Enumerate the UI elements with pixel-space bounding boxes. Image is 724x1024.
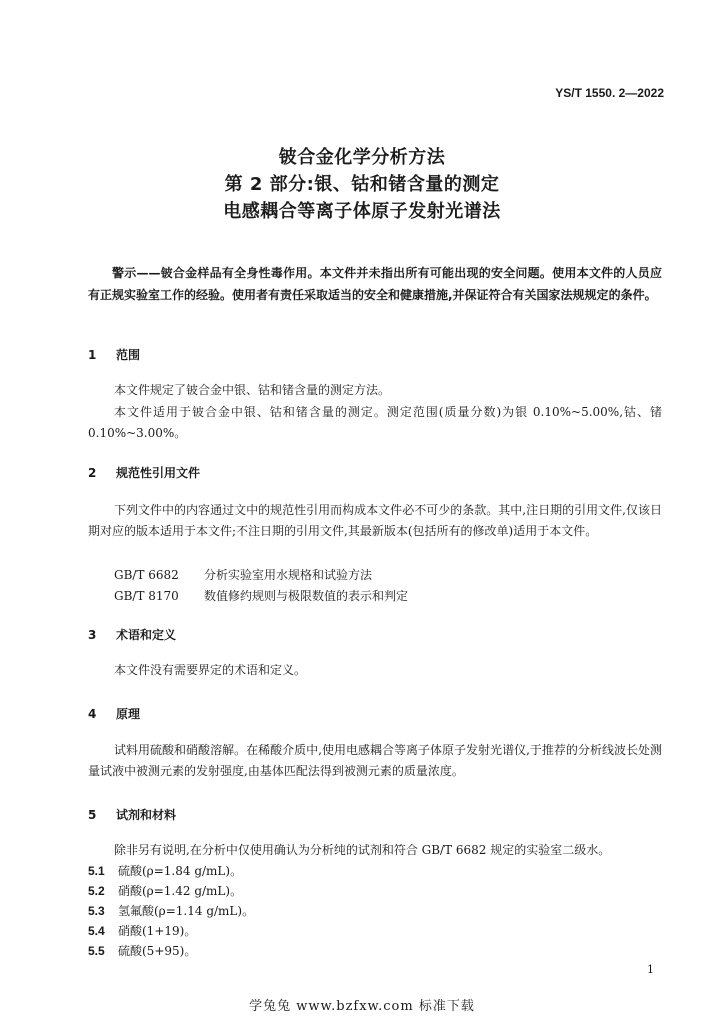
standard-number: YS/T 1550. 2—2022 xyxy=(555,86,664,100)
title-line-2: 第 2 部分:银、钴和锗含量的测定 xyxy=(224,174,500,195)
section-3-heading xyxy=(88,626,176,643)
list-item xyxy=(88,942,196,959)
section-1-paragraph-2: 本文件适用于铍合金中银、钴和锗含量的测定。测定范围(质量分数)为银 0.10%~5.00%,钴、锗 0.10%~3.00%。 xyxy=(88,405,662,440)
section-number: 4 xyxy=(88,707,97,721)
item-text: 硝酸(1+19)。 xyxy=(118,924,197,938)
section-3-paragraph-1: 本文件没有需要界定的术语和定义。 xyxy=(114,663,307,677)
item-number: 5.5 xyxy=(88,944,105,958)
section-title: 规范性引用文件 xyxy=(116,466,201,480)
list-item xyxy=(88,862,242,879)
section-4-heading xyxy=(88,705,140,722)
section-5-paragraph-1: 除非另有说明,在分析中仅使用确认为分析纯的试剂和符合 GB/T 6682 规定的实验室二级水。 xyxy=(114,843,611,857)
item-text: 硫酸(ρ=1.84 g/mL)。 xyxy=(118,864,243,878)
section-number: 5 xyxy=(88,808,97,822)
section-title: 试剂和材料 xyxy=(116,808,177,822)
section-title: 原理 xyxy=(116,707,141,721)
title-line-3: 电感耦合等离子体原子发射光谱法 xyxy=(223,201,501,222)
reference-item xyxy=(114,566,372,583)
reference-item xyxy=(114,587,408,604)
reference-title: 数值修约规则与极限数值的表示和判定 xyxy=(204,589,409,603)
reference-code: GB/T 6682 xyxy=(114,568,179,582)
section-title: 范围 xyxy=(116,348,141,362)
document-title xyxy=(0,144,724,225)
section-2-heading xyxy=(88,464,200,481)
section-number: 2 xyxy=(88,466,97,480)
list-item xyxy=(88,922,196,939)
footer-watermark[interactable]: 学兔兔 www.bzfxw.com 标准下载 xyxy=(249,999,475,1014)
list-item xyxy=(88,882,242,899)
section-4-paragraph-1: 试料用硫酸和硝酸溶解。在稀酸介质中,使用电感耦合等离子体原子发射光谱仪,于推荐的分析线波长处测量试液中被测元素的发射强度,由基体匹配法得到被测元素的质量浓度。 xyxy=(88,743,662,778)
item-number: 5.4 xyxy=(88,924,105,938)
item-number: 5.1 xyxy=(88,864,105,878)
section-number: 1 xyxy=(88,348,97,362)
title-line-1: 铍合金化学分析方法 xyxy=(278,147,446,168)
section-title: 术语和定义 xyxy=(116,628,177,642)
section-number: 3 xyxy=(88,628,97,642)
item-text: 硫酸(5+95)。 xyxy=(118,944,197,958)
section-1-paragraph-1: 本文件规定了铍合金中银、钴和锗含量的测定方法。 xyxy=(114,383,391,397)
list-item xyxy=(88,902,254,919)
item-number: 5.3 xyxy=(88,904,105,918)
section-1-heading xyxy=(88,346,140,363)
reference-title: 分析实验室用水规格和试验方法 xyxy=(204,568,373,582)
section-2-paragraph-1: 下列文件中的内容通过文中的规范性引用而构成本文件必不可少的条款。其中,注日期的引用文件,仅该日期对应的版本适用于本文件;不注日期的引用文件,其最新版本(包括所有的修改单)适用于本文件。 xyxy=(88,503,662,538)
warning-paragraph: 警示——铍合金样品有全身性毒作用。本文件并未指出所有可能出现的安全问题。使用本文件的人员应有正规实验室工作的经验。使用者有责任采取适当的安全和健康措施,并保证符合有关国家法规规定的条件。 xyxy=(88,266,662,302)
page-number: 1 xyxy=(647,963,654,976)
item-text: 氢氟酸(ρ=1.14 g/mL)。 xyxy=(118,904,255,918)
item-text: 硝酸(ρ=1.42 g/mL)。 xyxy=(118,884,243,898)
item-number: 5.2 xyxy=(88,884,105,898)
reference-code: GB/T 8170 xyxy=(114,589,179,603)
section-5-heading xyxy=(88,806,176,823)
